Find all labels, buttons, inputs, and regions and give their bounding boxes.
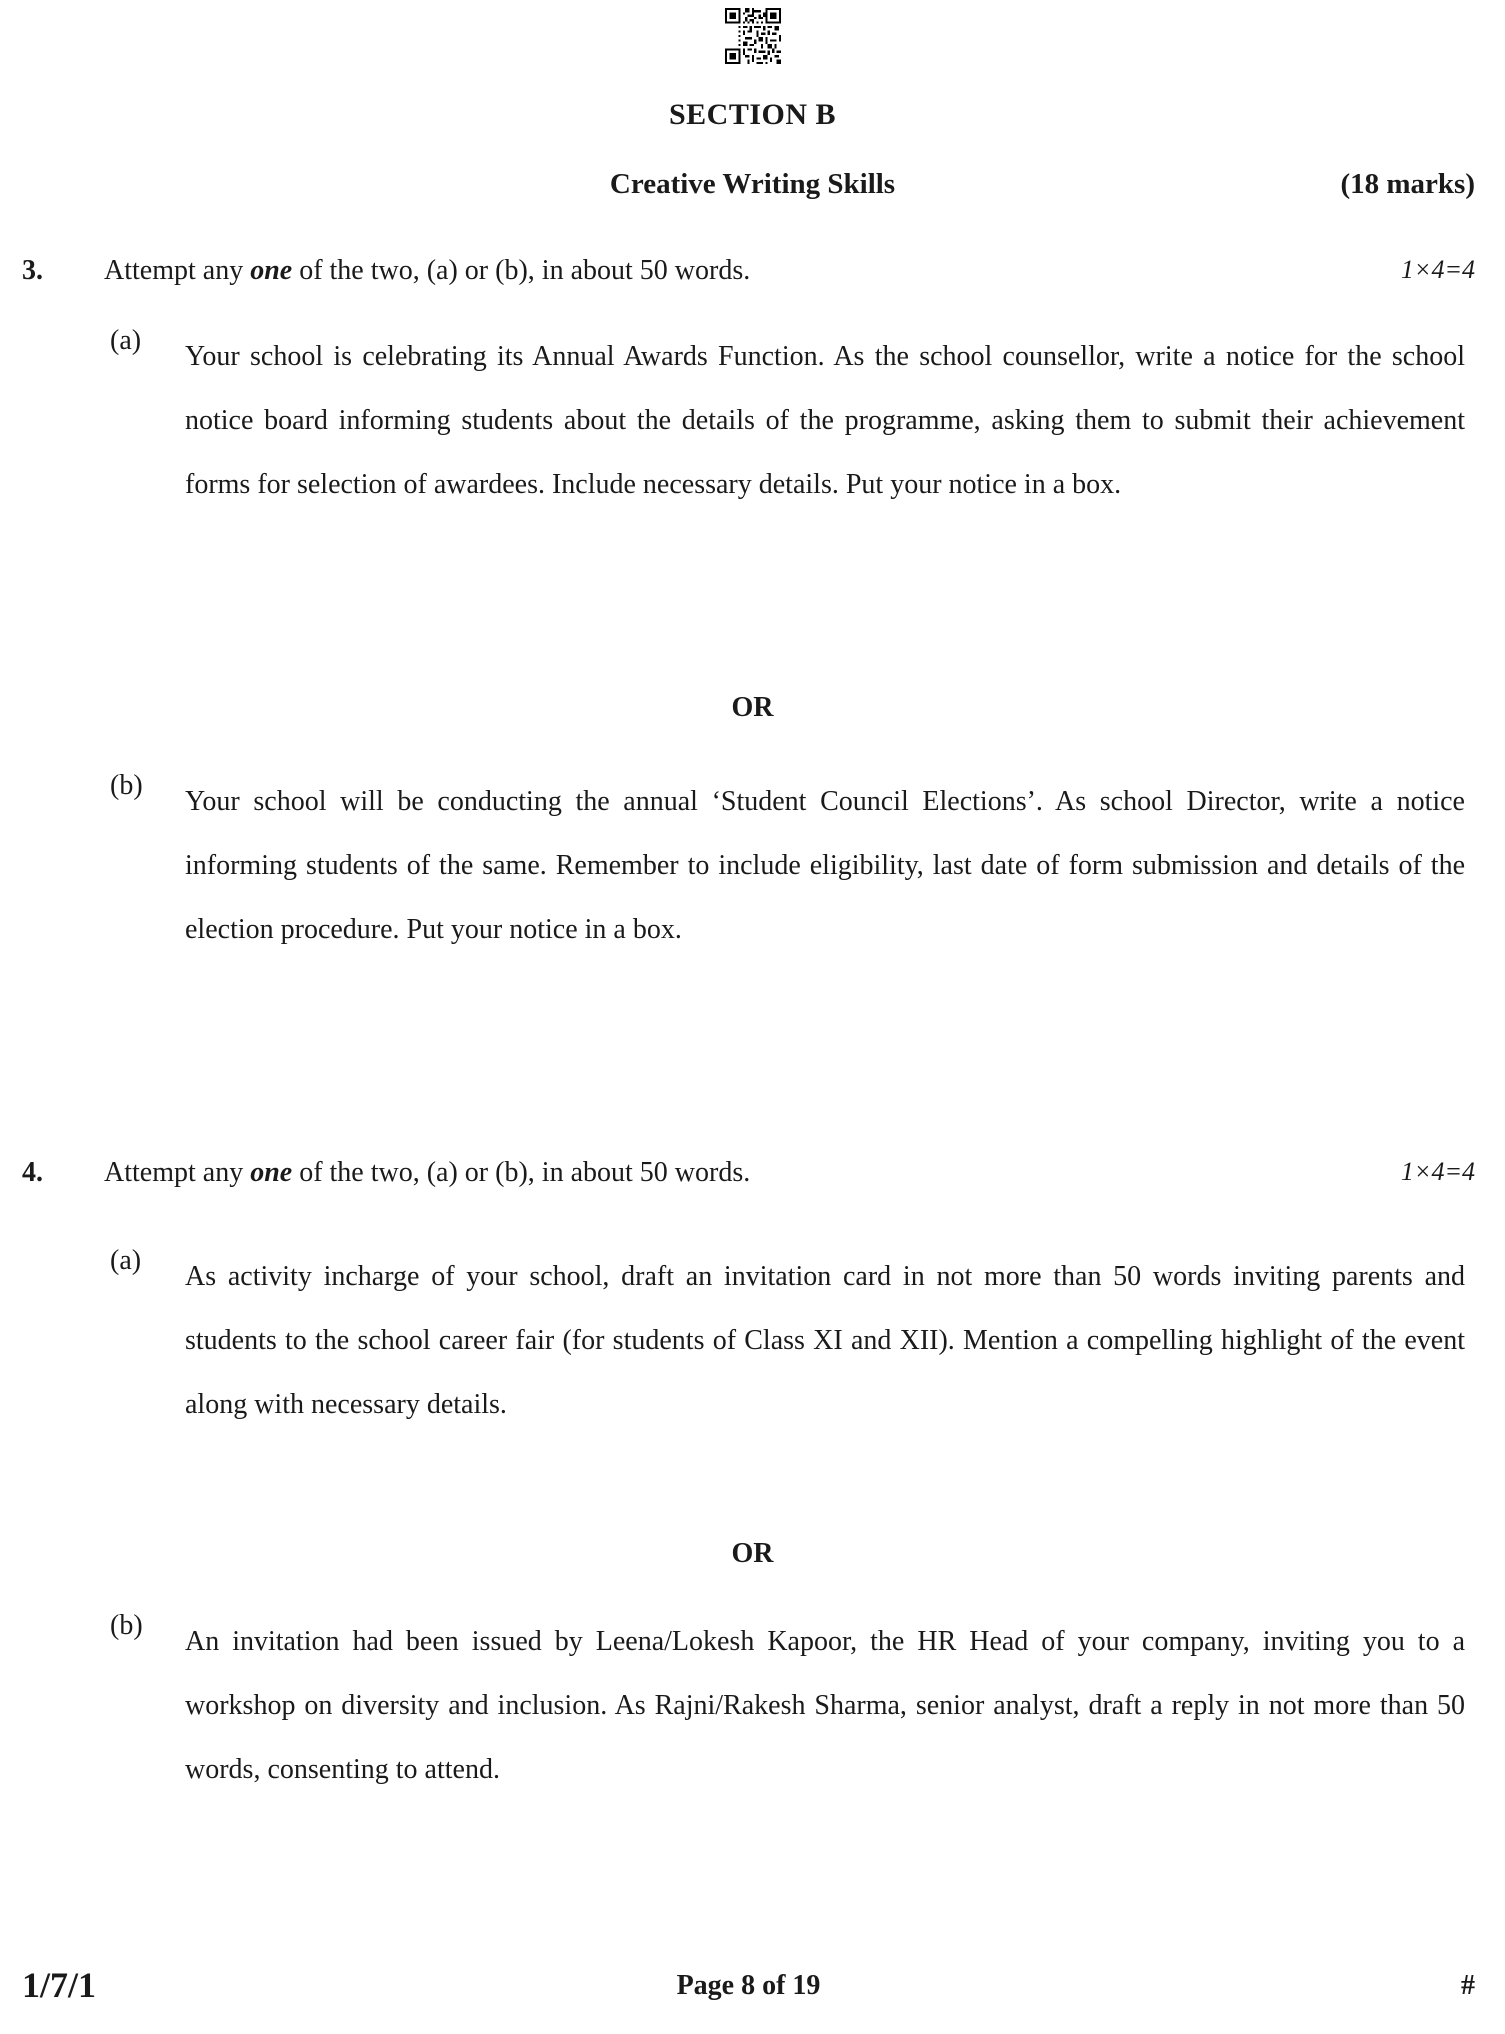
question-3-marks: 1×4=4	[1400, 255, 1475, 284]
question-3-option-b-text: Your school will be conducting the annual ‘Student Council Elections’. As school Director, write a notice informing students of the same. Remember to include eligibility, last date of form submission and details of the election procedure. Put your notice in a box.	[185, 786, 1465, 945]
question-4-stem	[104, 1157, 750, 1189]
question-3-stem-part2: of the two, (a) or (b), in about 50 words.	[292, 255, 751, 286]
question-3-stem-emphasis: one	[250, 255, 293, 286]
question-4-stem-part2: of the two, (a) or (b), in about 50 words.	[292, 1157, 751, 1188]
question-4-option-a-label: (a)	[110, 1245, 142, 1276]
qr-code-container	[0, 8, 1505, 64]
section-marks: (18 marks)	[1340, 168, 1475, 200]
question-3-stem	[104, 255, 750, 287]
question-3-option-a-label: (a)	[110, 325, 142, 356]
question-4-option-b-label: (b)	[110, 1610, 143, 1641]
question-4-option-b-text: An invitation had been issued by Leena/Lokesh Kapoor, the HR Head of your company, inviting you to a workshop on diversity and inclusion. As Rajni/Rakesh Sharma, senior analyst, draft a reply in not more than 50 words, consenting to attend.	[185, 1626, 1465, 1785]
section-title: SECTION B	[668, 98, 837, 131]
question-3-option-a-text: Your school is celebrating its Annual Awards Function. As the school counsellor, write a notice for the school notice board informing students about the details of the programme, asking them to submit their achievement forms for selection of awardees. Include necessary details. Put your notice in a box.	[185, 341, 1465, 500]
question-4-number: 4.	[22, 1157, 43, 1188]
question-3-stem-part1: Attempt any	[104, 255, 251, 286]
page-number: Page 8 of 19	[676, 1970, 821, 2001]
question-4-option-a-text: As activity incharge of your school, draft an invitation card in not more than 50 words inviting parents and students to the school career fair (for students of Class XI and XII). Mention a compelling highlight of the event along with necessary details.	[185, 1261, 1465, 1420]
qr-code-icon	[716, 8, 790, 64]
question-4-stem-emphasis: one	[250, 1157, 293, 1188]
question-3-number: 3.	[22, 255, 43, 286]
question-3-or-separator: OR	[731, 692, 774, 723]
end-mark: #	[1461, 1970, 1475, 2001]
question-3-option-b	[110, 770, 1465, 962]
question-4-marks: 1×4=4	[1400, 1157, 1475, 1186]
question-4-or-separator: OR	[731, 1538, 774, 1569]
paper-code: 1/7/1	[22, 1965, 97, 2005]
subtitle-row	[0, 168, 1505, 210]
question-3-option-b-label: (b)	[110, 770, 143, 801]
question-4-option-a	[110, 1245, 1465, 1437]
question-4-stem-part1: Attempt any	[104, 1157, 251, 1188]
page-footer	[22, 1960, 1475, 2006]
question-4-option-b	[110, 1610, 1465, 1802]
question-3-option-a	[110, 325, 1465, 517]
section-subtitle: Creative Writing Skills	[609, 168, 896, 200]
